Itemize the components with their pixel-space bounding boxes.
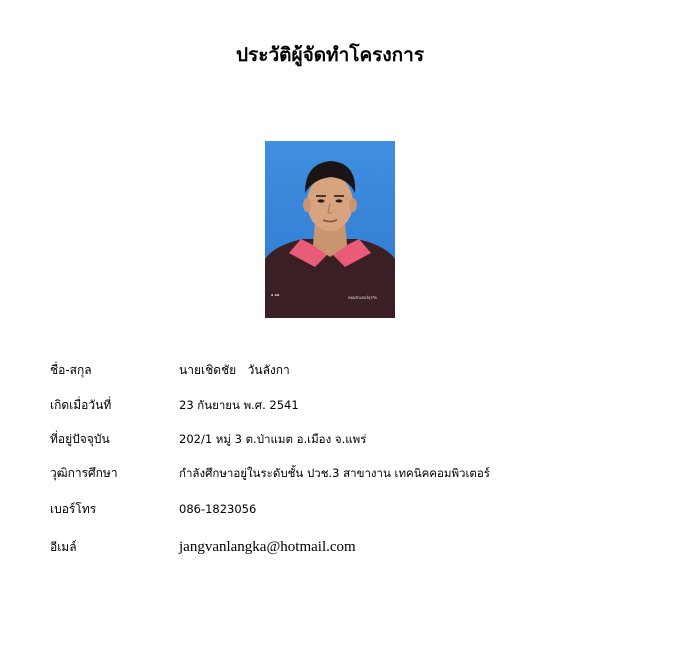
shirt-logo-text: คอมพิวเตอร์ธุรกิจ bbox=[348, 295, 377, 300]
birthdate-label: เกิดเมื่อวันที่ bbox=[50, 398, 112, 412]
email-label: อีเมล์ bbox=[50, 540, 77, 554]
page-title: ประวัติผู้จัดทำโครงการ bbox=[235, 44, 425, 66]
birthdate-value: 23 กันยายน พ.ศ. 2541 bbox=[179, 398, 299, 412]
name-value: นายเชิดชัย วันลังกา bbox=[179, 363, 290, 377]
education-value: กำลังศึกษาอยู่ในระดับชั้น ปวช.3 สาขางาน เทคนิคคอมพิวเตอร์ bbox=[179, 466, 490, 480]
profile-photo bbox=[265, 141, 395, 318]
name-label: ชื่อ-สกุล bbox=[50, 363, 92, 377]
shirt-pocket-mark: ▪ ▪▪ bbox=[271, 293, 280, 297]
phone-label: เบอร์โทร bbox=[50, 502, 97, 516]
address-value: 202/1 หมู่ 3 ต.ป่าแมต อ.เมือง จ.แพร่ bbox=[179, 432, 367, 446]
email-value[interactable]: jangvanlangka@hotmail.com bbox=[179, 539, 356, 555]
phone-value: 086-1823056 bbox=[179, 502, 257, 516]
address-label: ที่อยู่ปัจจุบัน bbox=[50, 432, 110, 446]
education-label: วุฒิการศึกษา bbox=[50, 466, 118, 480]
